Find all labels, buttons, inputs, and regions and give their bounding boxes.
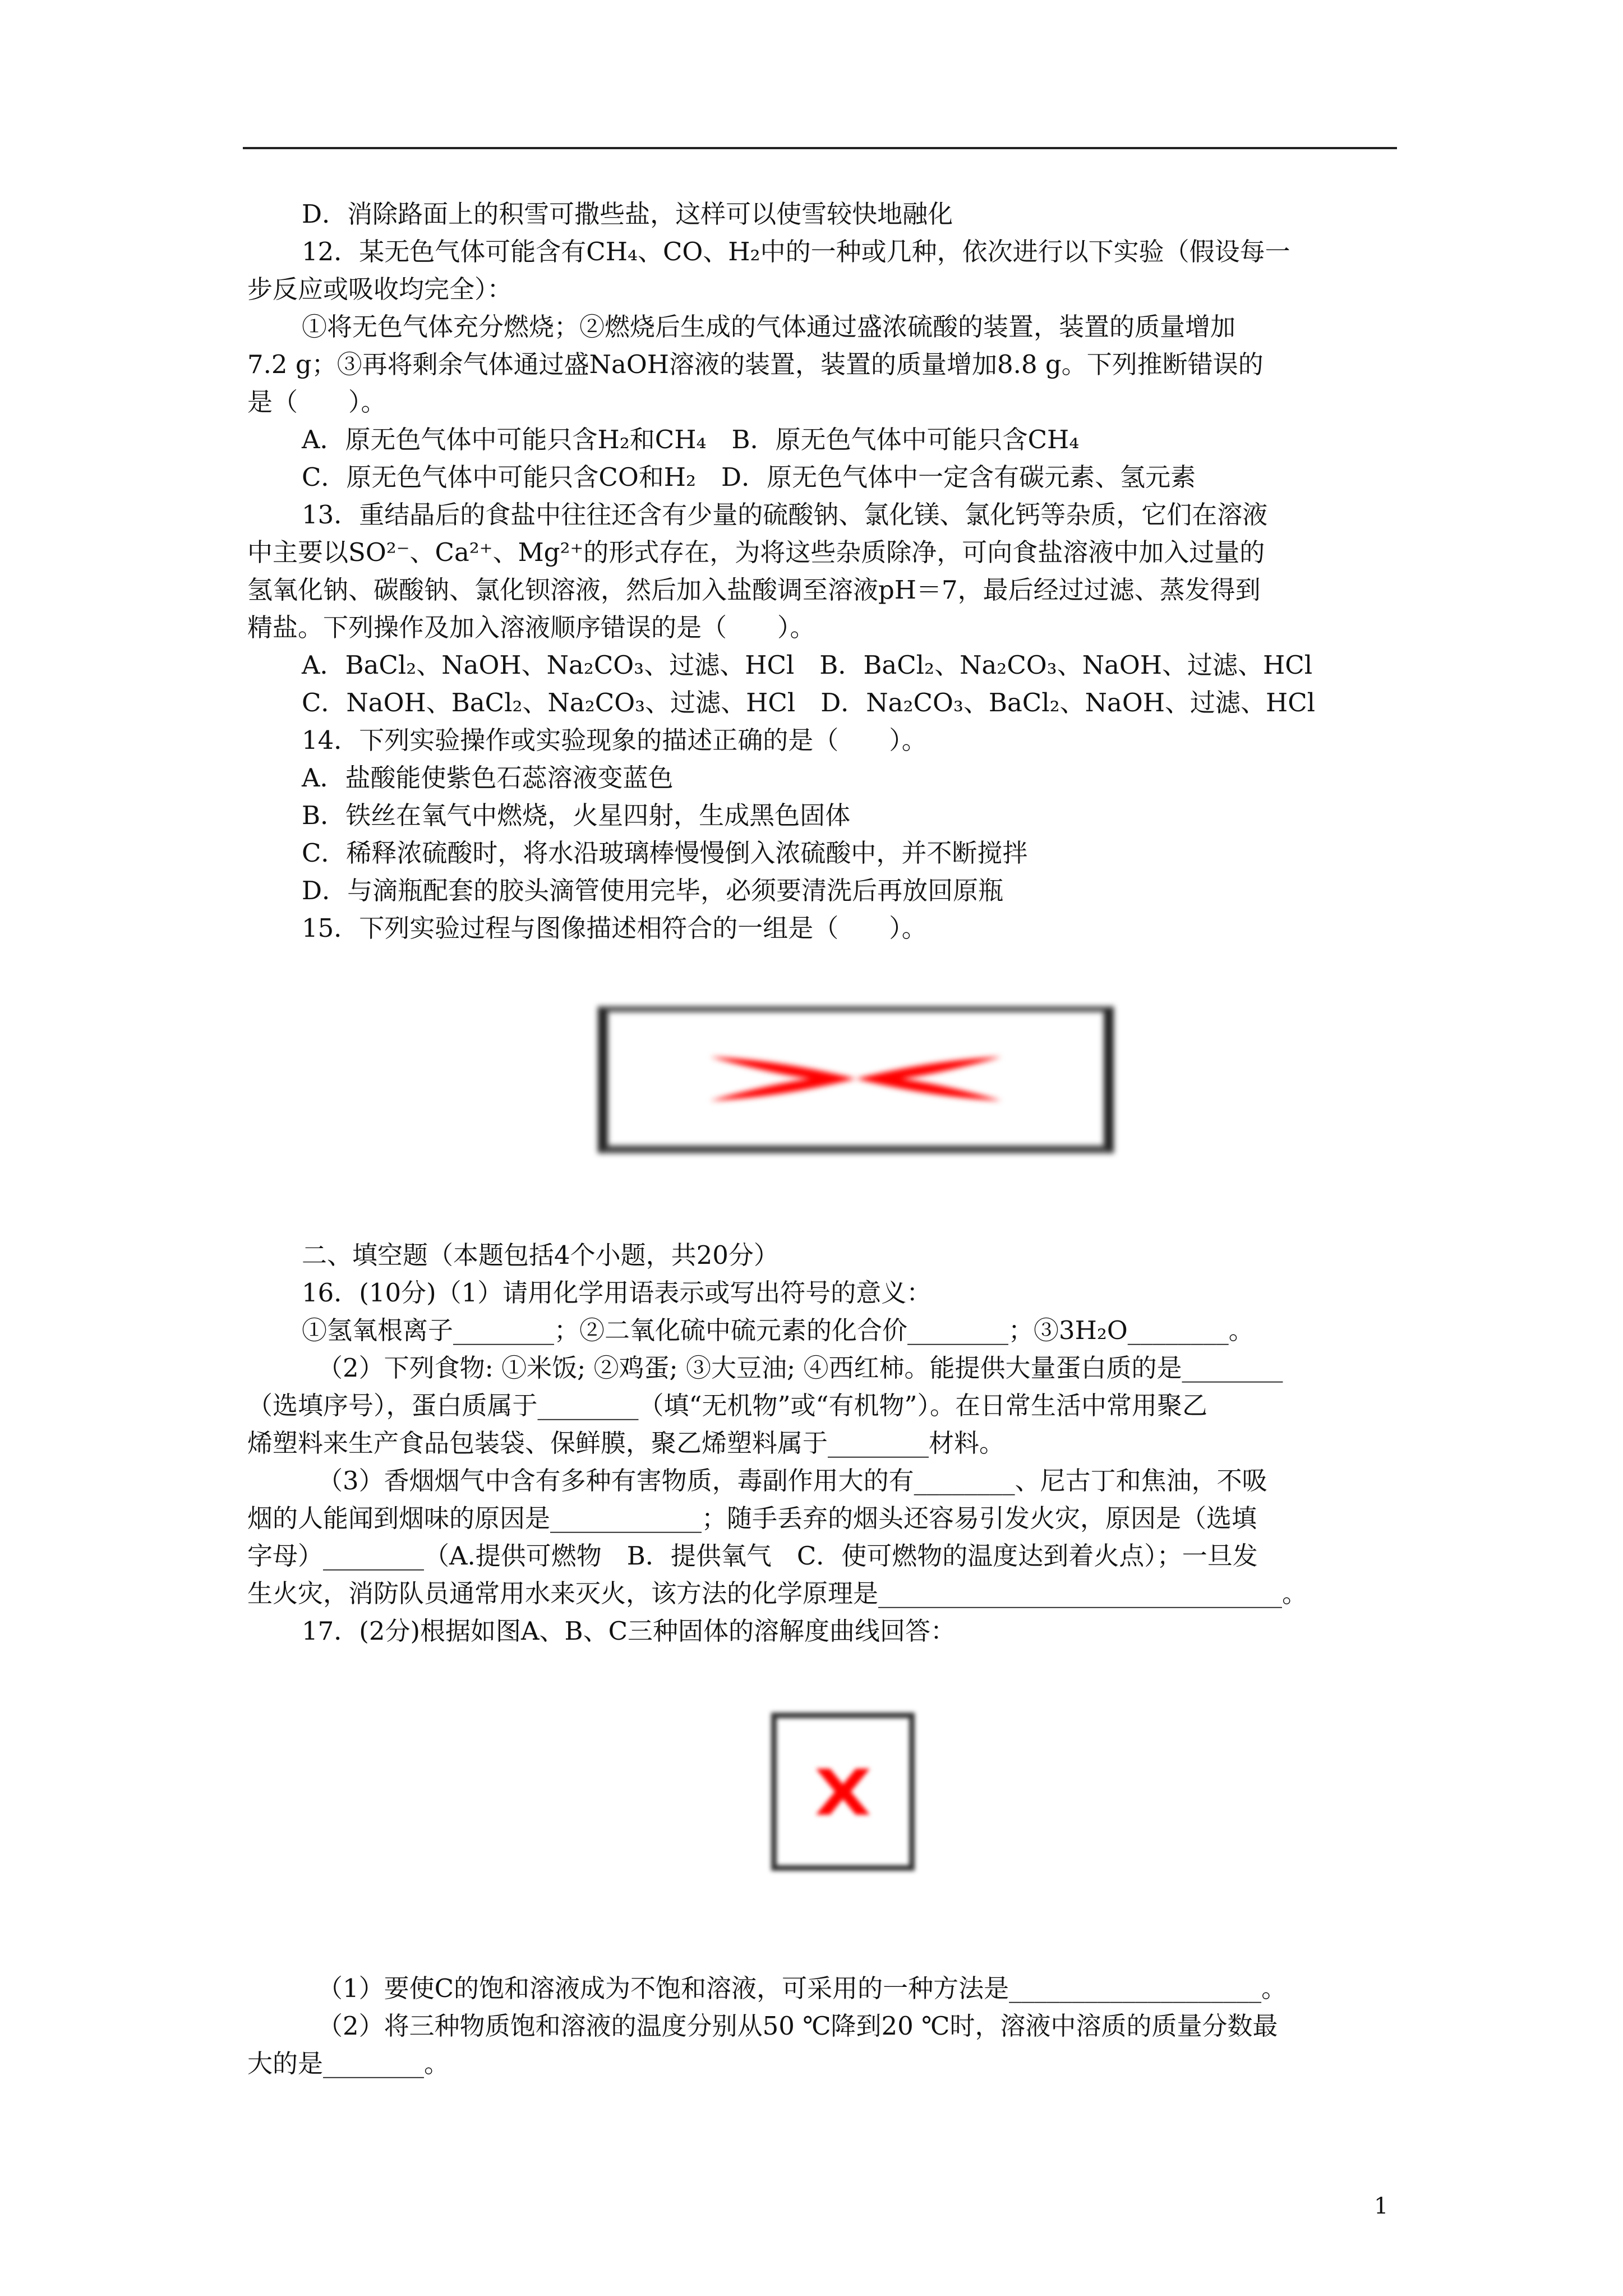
q17-part2-cont: 大的是________。 [247,2049,450,2078]
q12-steps: ①将无色气体充分燃烧；②燃烧后生成的气体通过盛浓硫酸的装置，装置的质量增加 [302,312,1236,342]
figure1-placeholder [598,1006,1114,1153]
q16-part3-cont3: 生火灾，消防队员通常用水来灭火，该方法的化学原理是________________________________。 [247,1579,1308,1608]
q17-part2: （2）将三种物质饱和溶液的温度分别从50 ℃降到20 ℃时，溶液中溶质的质量分数最 [317,2011,1278,2041]
q14-option-a: A．盐酸能使紫色石蕊溶液变蓝色 [302,763,674,793]
q12-stem: 12．某无色气体可能含有CH₄、CO、H₂中的一种或几种，依次进行以下实验（假设每一 [302,237,1290,266]
q17-stem: 17．(2分)根据如图A、B、C三种固体的溶解度曲线回答： [302,1616,956,1646]
q17-part1: （1）要使C的饱和溶液成为不饱和溶液，可采用的一种方法是____________________。 [317,1973,1287,2003]
q16-stem: 16．(10分)（1）请用化学用语表示或写出符号的意义： [302,1278,932,1308]
page-number: 1 [1374,2193,1389,2219]
q14-option-c: C．稀释浓硫酸时，将水沿玻璃棒慢慢倒入浓硫酸中，并不断搅拌 [302,838,1028,868]
q16-part2-cont2: 烯塑料来生产食品包装袋、保鲜膜，聚乙烯塑料属于________材料。 [247,1428,1005,1458]
q16-part3-cont: 烟的人能闻到烟味的原因是____________；随手丢弃的烟头还容易引发火灾，原因是（选填 [247,1503,1257,1533]
q11-option-d: D．消除路面上的积雪可撒些盐，这样可以使雪较快地融化 [302,199,953,229]
figure2-placeholder [771,1713,915,1871]
header-rule [243,147,1397,149]
q14-option-b: B．铁丝在氧气中燃烧，火星四射，生成黑色固体 [302,800,851,830]
q13-stem-cont: 中主要以SO²⁻、Ca²⁺、Mg²⁺的形式存在，为将这些杂质除净，可向食盐溶液中加入过量的 [247,537,1265,567]
broken-image-icon [608,1012,1104,1145]
q12-options-cd: C．原无色气体中可能只含CO和H₂ D．原无色气体中一定含有碳元素、氢元素 [302,462,1196,492]
q12-options-ab: A．原无色气体中可能只含H₂和CH₄ B．原无色气体中可能只含CH₄ [302,425,1080,454]
q12-question: 是（ ）。 [247,387,386,417]
section2-title: 二、填空题（本题包括4个小题，共20分） [302,1240,779,1270]
broken-image-icon [777,1718,909,1865]
q13-options-cd: C．NaOH、BaCl₂、Na₂CO₃、过滤、HCl D．Na₂CO₃、BaCl₂、NaOH、过滤、HCl [302,688,1316,717]
q13-options-ab: A．BaCl₂、NaOH、Na₂CO₃、过滤、HCl B．BaCl₂、Na₂CO₃、NaOH、过滤、HCl [302,650,1313,680]
q13-stem: 13．重结晶后的食盐中往往还含有少量的硫酸钠、氯化镁、氯化钙等杂质，它们在溶液 [302,500,1268,530]
q16-part3: （3）香烟烟气中含有多种有害物质，毒副作用大的有________、尼古丁和焦油，不吸 [317,1466,1267,1496]
q15-stem: 15．下列实验过程与图像描述相符合的一组是（ ）。 [302,913,927,943]
q16-part2: （2）下列食物: ①米饭; ②鸡蛋; ③大豆油; ④西红柿。能提供大量蛋白质的是________ [317,1353,1283,1383]
q16-part1: ①氢氧根离子________；②二氧化硫中硫元素的化合价________；③3H₂O________。 [302,1315,1254,1345]
q13-question: 精盐。下列操作及加入溶液顺序错误的是（ ）。 [247,613,815,642]
q16-part3-cont2: 字母）________（A.提供可燃物 B．提供氧气 C．使可燃物的温度达到着火点）；一旦发 [247,1541,1258,1571]
q13-stem-cont2: 氢氧化钠、碳酸钠、氯化钡溶液，然后加入盐酸调至溶液pH＝7，最后经过过滤、蒸发得到 [247,575,1261,605]
q14-stem: 14．下列实验操作或实验现象的描述正确的是（ ）。 [302,725,927,755]
q12-stem-cont: 步反应或吸收均完全）： [247,274,513,304]
q12-steps-cont: 7.2 g；③再将剩余气体通过盛NaOH溶液的装置，装置的质量增加8.8 g。下列推断错误的 [247,349,1264,379]
q14-option-d: D．与滴瓶配套的胶头滴管使用完毕，必须要清洗后再放回原瓶 [302,876,1004,905]
q16-part2-cont: （选填序号），蛋白质属于________（填“无机物”或“有机物”）。在日常生活中常用聚乙 [247,1391,1208,1420]
